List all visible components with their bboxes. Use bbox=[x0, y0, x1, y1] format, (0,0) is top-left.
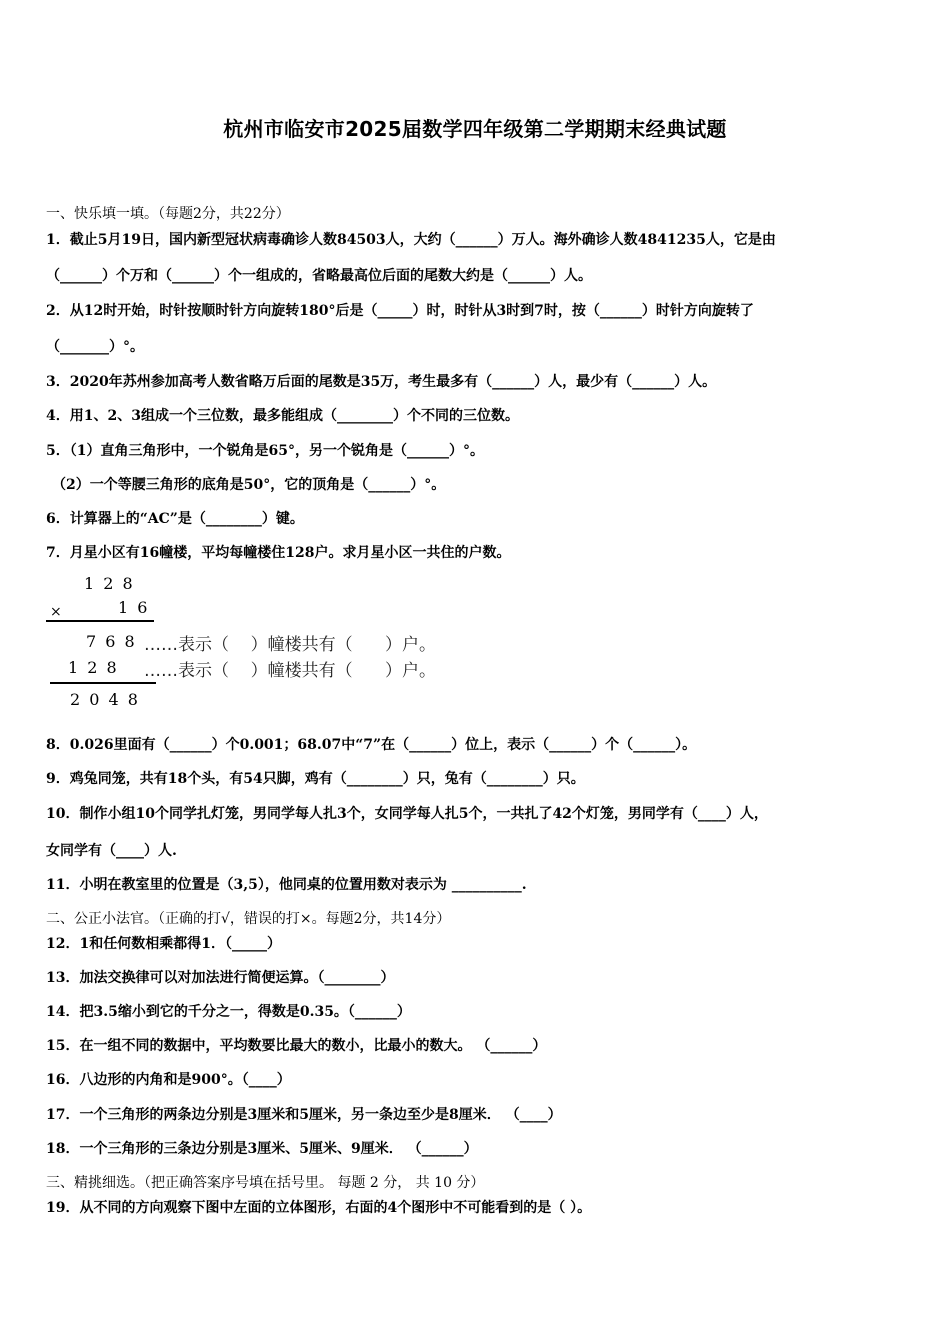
question-6: 6．计算器上的“AC”是（________）键。 bbox=[46, 511, 304, 527]
question-5-part-1: 5．（1）直角三角形中，一个锐角是65°，另一个锐角是（______）°。 bbox=[46, 443, 484, 459]
multiplicand: 1 2 8 bbox=[84, 574, 135, 593]
question-7: 7．月星小区有16幢楼，平均每幢楼住128户。求月星小区一共住的户数。 bbox=[46, 545, 511, 561]
question-1-line-2: （______）个万和（______）个一组成的，省略最高位后面的尾数大约是（______）人。 bbox=[46, 268, 592, 284]
partial-product-1-note: ……表示（ ）幢楼共有（ ）户。 bbox=[144, 635, 437, 655]
question-15: 15．在一组不同的数据中，平均数要比最大的数小，比最小的数大。 （______） bbox=[46, 1038, 547, 1054]
question-3: 3．2020年苏州参加高考人数省略万后面的尾数是35万，考生最多有（______）人，最少有（______）人。 bbox=[46, 374, 717, 390]
page-title: 杭州市临安市2025届数学四年级第二学期期末经典试题 bbox=[223, 117, 727, 141]
question-1-line-1: 1．截止5月19日，国内新型冠状病毒确诊人数84503人，大约（______）万人。海外确诊人数4841235人，它是由 bbox=[46, 232, 776, 248]
question-13: 13．加法交换律可以对加法进行简便运算。（________） bbox=[46, 970, 395, 986]
partial-product-2: 1 2 8 bbox=[68, 658, 119, 677]
question-5-part-2: （2）一个等腰三角形的底角是50°，它的顶角是（______）°。 bbox=[52, 477, 446, 493]
section-3-heading: 三、精挑细选。（把正确答案序号填在括号里。 每题 2 分， 共 10 分） bbox=[46, 1175, 485, 1191]
question-8: 8．0.026里面有（______）个0.001；68.07中“7”在（______）位上，表示（______）个（______）。 bbox=[46, 737, 697, 753]
question-17: 17．一个三角形的两条边分别是3厘米和5厘米，另一条边至少是8厘米． （____） bbox=[46, 1107, 562, 1123]
section-2-heading: 二、公正小法官。（正确的打√，错误的打×。每题2分，共14分） bbox=[46, 911, 451, 927]
question-14: 14．把3.5缩小到它的千分之一，得数是0.35。（______） bbox=[46, 1004, 411, 1020]
partial-product-1: 7 6 8 bbox=[86, 632, 137, 651]
question-2-line-1: 2．从12时开始，时针按顺时针方向旋转180°后是（_____）时，时针从3时到7时，按（______）时针方向旋转了 bbox=[46, 303, 754, 319]
multiplier: 1 6 bbox=[118, 598, 150, 617]
section-1-heading: 一、快乐填一填。（每题2分，共22分） bbox=[46, 206, 290, 222]
partial-product-2-note: ……表示（ ）幢楼共有（ ）户。 bbox=[144, 661, 437, 681]
product-result: 2 0 4 8 bbox=[70, 690, 140, 709]
question-2-line-2: （_______）°。 bbox=[46, 339, 144, 355]
question-18: 18．一个三角形的三条边分别是3厘米、5厘米、9厘米． （______） bbox=[46, 1141, 478, 1157]
vertical-multiplication bbox=[46, 572, 506, 718]
question-10-line-2: 女同学有（____）人. bbox=[46, 843, 177, 859]
question-4: 4．用1、2、3组成一个三位数，最多能组成（________）个不同的三位数。 bbox=[46, 408, 519, 424]
question-12: 12．1和任何数相乘都得1．（_____） bbox=[46, 936, 281, 952]
rule-line-1 bbox=[46, 620, 154, 622]
question-16: 16．八边形的内角和是900°。（____） bbox=[46, 1072, 291, 1088]
question-10-line-1: 10．制作小组10个同学扎灯笼，男同学每人扎3个，女同学每人扎5个，一共扎了42个灯笼，男同学有（____）人， bbox=[46, 806, 768, 822]
question-19: 19．从不同的方向观察下图中左面的立体图形，右面的4个图形中不可能看到的是（ ）。 bbox=[46, 1200, 592, 1216]
question-9: 9．鸡兔同笼，共有18个头，有54只脚，鸡有（________）只，兔有（________）只。 bbox=[46, 771, 585, 787]
question-11: 11．小明在教室里的位置是（3,5），他同桌的位置用数对表示为 __________. bbox=[46, 877, 527, 893]
times-sign: × bbox=[50, 604, 62, 620]
rule-line-2 bbox=[50, 682, 156, 684]
